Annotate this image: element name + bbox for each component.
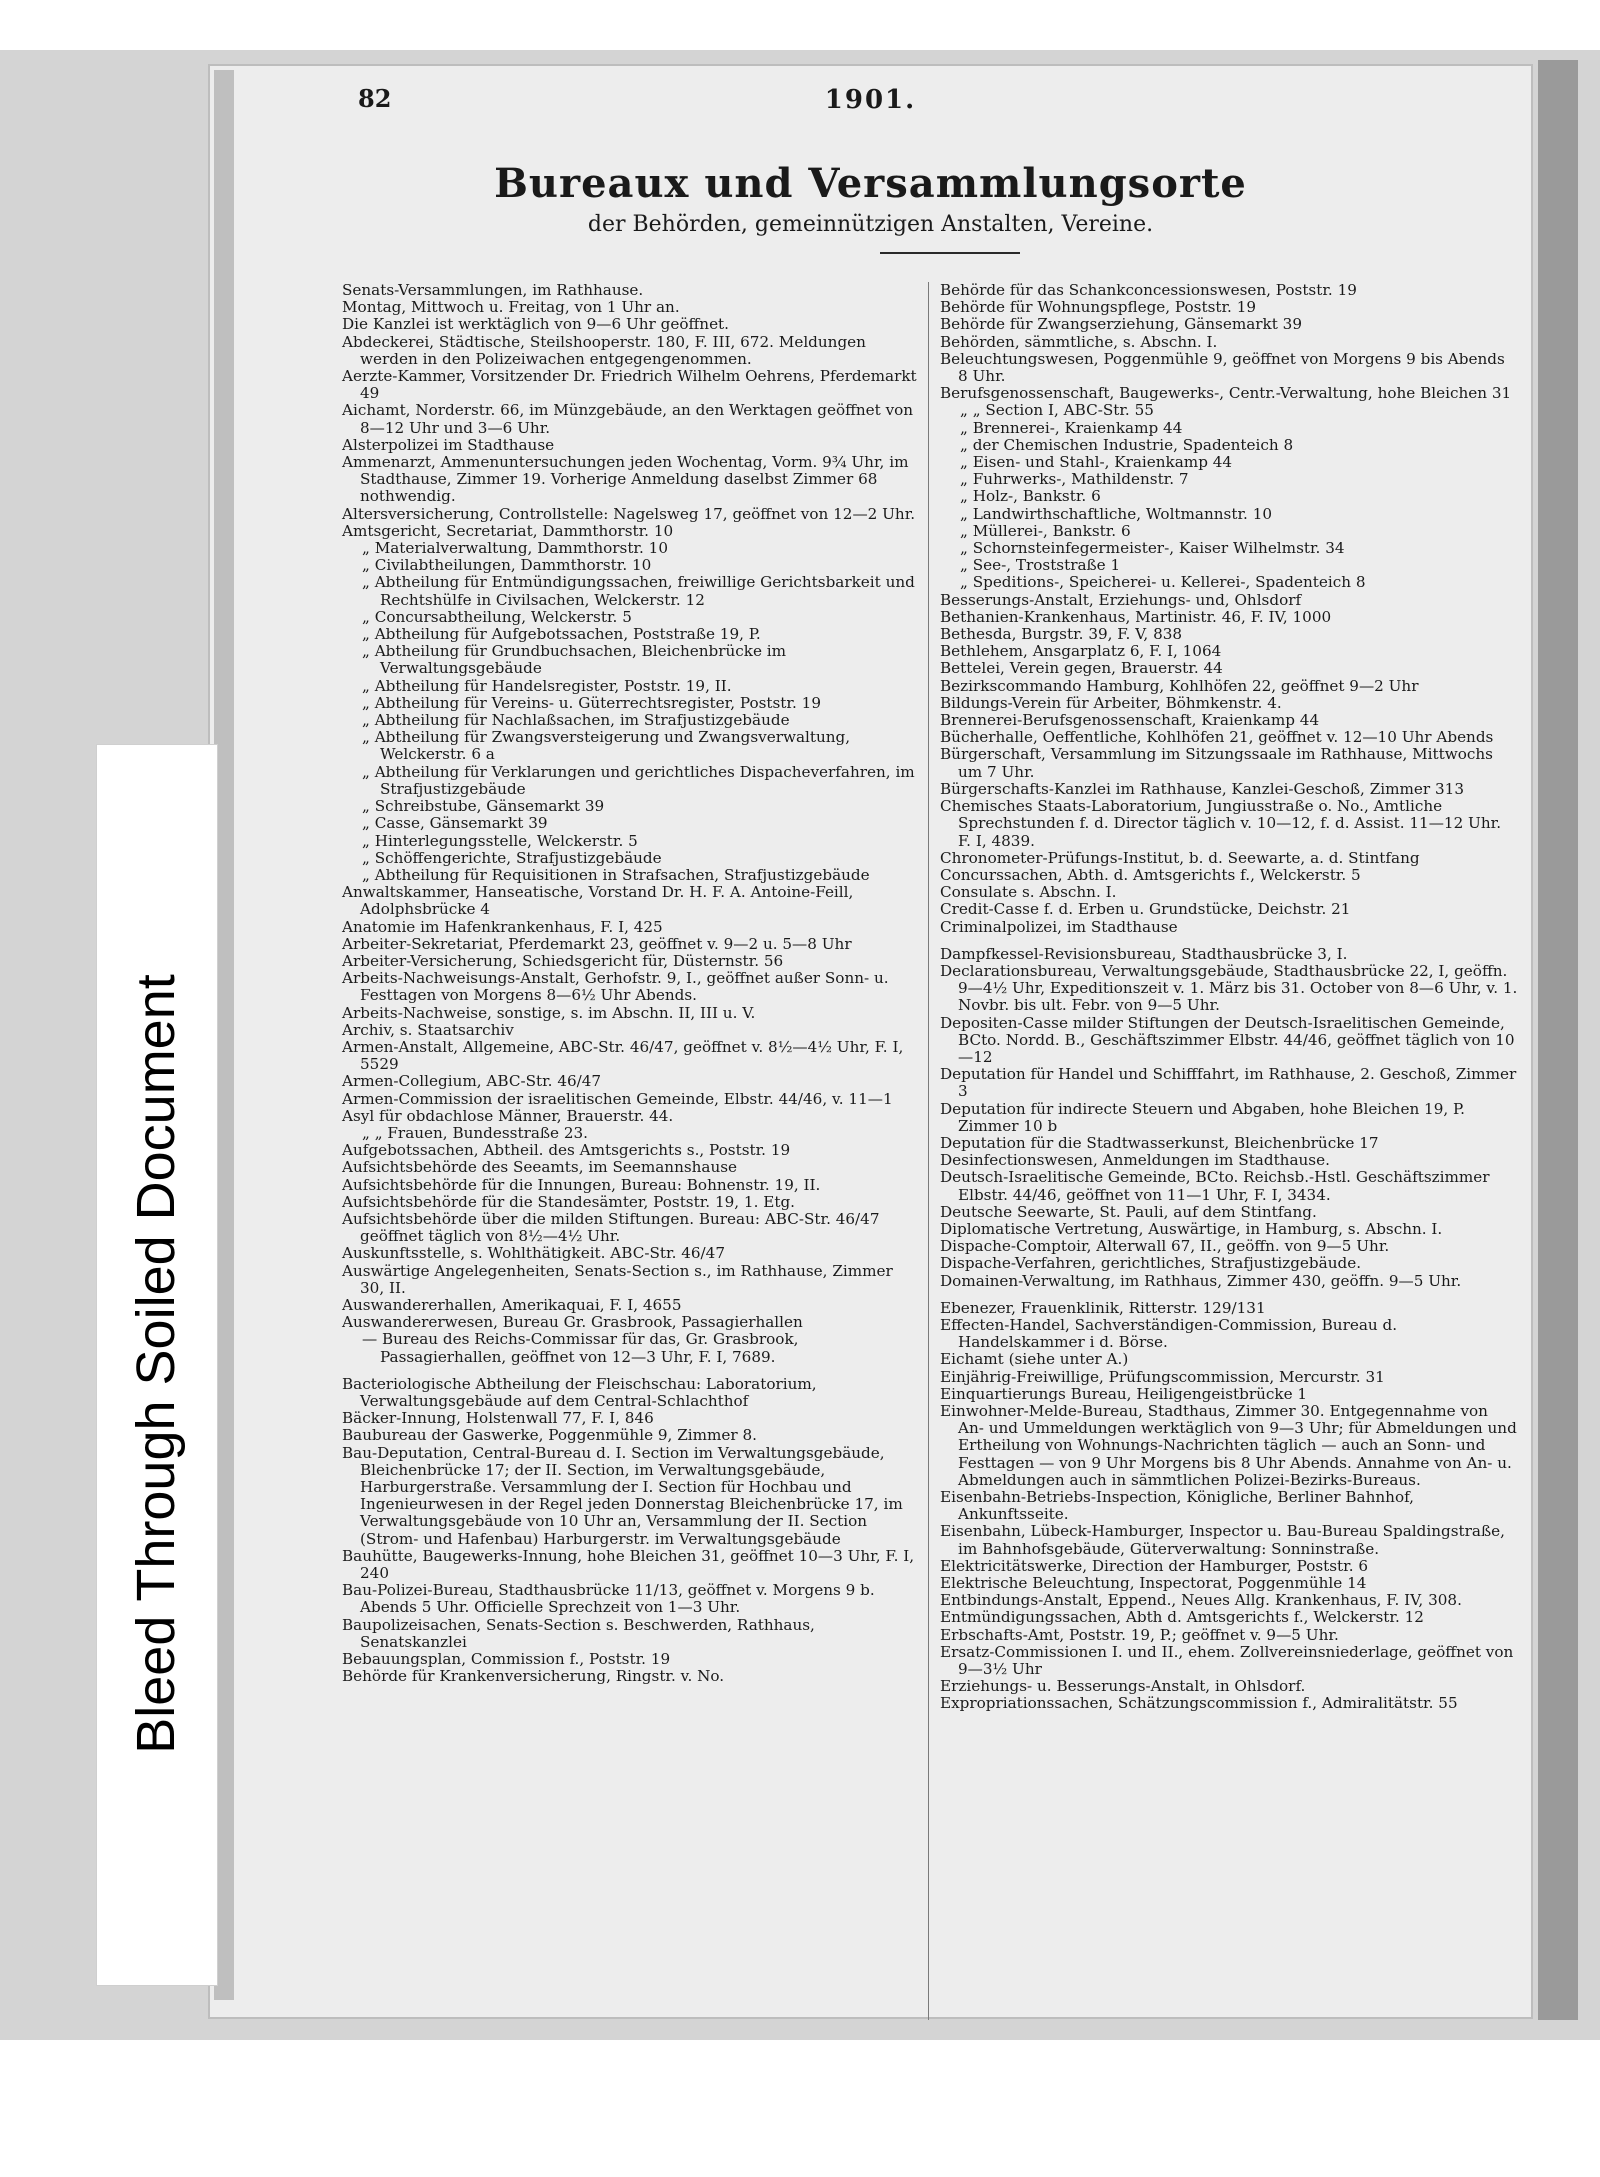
directory-entry: Berufsgenossenschaft, Baugewerks-, Centr.-Verwaltung, hohe Bleichen 31 (940, 384, 1512, 403)
directory-entry: Desinfectionswesen, Anmeldungen im Stadthause. (940, 1151, 1330, 1170)
directory-entry: Abdeckerei, Städtische, Steilshooperstr. 180, F. III, 672. Meldungen werden in den Polizeiwachen entgegengenommen. (342, 332, 866, 368)
directory-entry: Bau-Polizei-Bureau, Stadthausbrücke 11/13, geöffnet v. Morgens 9 b. Abends 5 Uhr. Officielle Sprechzeit von 1—3 Uhr. (342, 1581, 875, 1617)
directory-entry: Concurssachen, Abth. d. Amtsgerichts f., Welckerstr. 5 (940, 865, 1361, 884)
directory-entry: Depositen-Casse milder Stiftungen der Deutsch-Israelitischen Gemeinde, BCto. Nordd. B., Geschäftszimmer Elbstr. 44/46, geöffnet täglich von 10—12 (940, 1013, 1515, 1066)
directory-entry: Alsterpolizei im Stadthause (342, 435, 555, 454)
directory-entry: „ Concursabtheilung, Welckerstr. 5 (362, 607, 632, 626)
directory-entry: Besserungs-Anstalt, Erziehungs- und, Ohlsdorf (940, 590, 1302, 609)
directory-entry: „ Abtheilung für Vereins- u. Güterrechtsregister, Poststr. 19 (362, 693, 821, 712)
directory-entry: Auswärtige Angelegenheiten, Senats-Section s., im Rathhause, Zimmer 30, II. (342, 1261, 893, 1297)
directory-entry: Senats-Versammlungen, im Rathhause. (342, 281, 644, 299)
directory-entry: Bürgerschafts-Kanzlei im Rathhause, Kanzlei-Geschoß, Zimmer 313 (940, 779, 1464, 798)
directory-entry: „ Schornsteinfegermeister-, Kaiser Wilhelmstr. 34 (960, 539, 1345, 558)
title-divider (880, 252, 1020, 254)
directory-entry: Aerzte-Kammer, Vorsitzender Dr. Friedrich Wilhelm Oehrens, Pferdemarkt 49 (342, 367, 917, 403)
directory-entry: Domainen-Verwaltung, im Rathhaus, Zimmer 430, geöffn. 9—5 Uhr. (940, 1271, 1462, 1290)
directory-entry: Ebenezer, Frauenklinik, Ritterstr. 129/131 (940, 1298, 1266, 1317)
directory-entry: Einwohner-Melde-Bureau, Stadthaus, Zimmer 30. Entgegennahme von An- und Ummeldungen werktäglich von 9—3 Uhr; für Abmeldungen und Ertheilung von Wohnungs-Nachrichten täglich — auch an Sonn- und Festtagen — von 9 Uhr Morgens bis 8 Uhr Abends. Annahme von An- u. Abmeldungen auch in sämmtlichen Polizei-Bezirks-Bureaus. (940, 1402, 1517, 1489)
directory-entry: Credit-Casse f. d. Erben u. Grundstücke, Deichstr. 21 (940, 900, 1351, 919)
directory-entry: „ Materialverwaltung, Dammthorstr. 10 (362, 539, 668, 558)
directory-entry: Bacteriologische Abtheilung der Fleischschau: Laboratorium, Verwaltungsgebäude auf dem Central-Schlachthof (342, 1374, 817, 1410)
page-number: 82 (358, 84, 392, 113)
directory-entry: „ Abtheilung für Nachlaßsachen, im Strafjustizgebäude (362, 711, 790, 730)
directory-entry: Eichamt (siehe unter A.) (940, 1350, 1129, 1369)
directory-entry: Expropriationssachen, Schätzungscommission f., Admiralitätstr. 55 (940, 1694, 1458, 1713)
directory-entry: „ Hinterlegungsstelle, Welckerstr. 5 (362, 831, 638, 850)
directory-entry: Arbeits-Nachweisungs-Anstalt, Gerhofstr. 9, I., geöffnet außer Sonn- u. Festtagen von Morgens 8—6½ Uhr Abends. (342, 969, 889, 1005)
directory-entry: „ Civilabtheilungen, Dammthorstr. 10 (362, 556, 652, 575)
column-divider (928, 282, 929, 2020)
directory-entry: „ Holz-, Bankstr. 6 (960, 487, 1101, 506)
directory-entry: Declarationsbureau, Verwaltungsgebäude, Stadthausbrücke 22, I, geöffn. 9—4½ Uhr, Expeditionszeit v. 1. März bis 31. October von 8—6 Uhr, v. 1. Novbr. bis ult. Febr. von 9—5 Uhr. (940, 961, 1518, 1015)
directory-entry: Baubureau der Gaswerke, Poggenmühle 9, Zimmer 8. (342, 1426, 757, 1445)
directory-column-right (940, 282, 1518, 1713)
directory-entry: Aufsichtsbehörde für die Innungen, Bureau: Bohnenstr. 19, II. (342, 1175, 821, 1194)
directory-entry: „ Schöffengerichte, Strafjustizgebäude (362, 848, 662, 867)
directory-entry: Brennerei-Berufsgenossenschaft, Kraienkamp 44 (940, 711, 1320, 730)
directory-entry: Bettelei, Verein gegen, Brauerstr. 44 (940, 659, 1223, 678)
directory-entry: Dispache-Verfahren, gerichtliches, Strafjustizgebäude. (940, 1254, 1362, 1273)
directory-entry: Aichamt, Norderstr. 66, im Münzgebäude, an den Werktagen geöffnet von 8—12 Uhr und 3—6 Uhr. (342, 401, 914, 437)
directory-entry: Bethesda, Burgstr. 39, F. V, 838 (940, 625, 1183, 644)
directory-entry: Bethlehem, Ansgarplatz 6, F. I, 1064 (940, 642, 1222, 661)
directory-entry: Elektricitätswerke, Direction der Hamburger, Poststr. 6 (940, 1556, 1369, 1575)
directory-entry: Erziehungs- u. Besserungs-Anstalt, in Ohlsdorf. (940, 1677, 1306, 1696)
directory-entry: „ Abtheilung für Aufgebotssachen, Poststraße 19, P. (362, 625, 761, 644)
directory-entry: „ See-, Troststraße 1 (960, 556, 1121, 575)
directory-entry: „ Abtheilung für Zwangsversteigerung und Zwangsverwaltung, Welckerstr. 6 a (362, 728, 851, 764)
directory-entry: Beleuchtungswesen, Poggenmühle 9, geöffnet von Morgens 9 bis Abends 8 Uhr. (940, 349, 1505, 386)
directory-entry: Bildungs-Verein für Arbeiter, Böhmkenstr. 4. (940, 693, 1282, 712)
directory-entry: Aufsichtsbehörde des Seeamts, im Seemannshause (342, 1158, 738, 1177)
directory-entry: Asyl für obdachlose Männer, Brauerstr. 44. (342, 1106, 674, 1125)
directory-entry: Baupolizeisachen, Senats-Section s. Beschwerden, Rathhaus, Senatskanzlei (342, 1615, 815, 1651)
directory-entry: Auswandererwesen, Bureau Gr. Grasbrook, Passagierhallen (342, 1313, 803, 1332)
directory-entry: Altersversicherung, Controllstelle: Nagelsweg 17, geöffnet von 12—2 Uhr. (342, 504, 916, 523)
directory-entry: Auswandererhallen, Amerikaquai, F. I, 4655 (342, 1295, 682, 1314)
directory-entry: „ Brennerei-, Kraienkamp 44 (960, 418, 1183, 437)
directory-entry: Erbschafts-Amt, Poststr. 19, P.; geöffnet v. 9—5 Uhr. (940, 1625, 1339, 1644)
directory-entry: Entbindungs-Anstalt, Eppend., Neues Allg. Krankenhaus, F. IV, 308. (940, 1591, 1462, 1610)
directory-entry: „ Abtheilung für Handelsregister, Poststr. 19, II. (362, 676, 732, 695)
condition-stamp-label: Bleed Through Soiled Document (126, 974, 186, 1754)
page-header (208, 0, 1533, 140)
directory-entry: „ „ Frauen, Bundesstraße 23. (362, 1123, 589, 1142)
directory-entry: „ Abtheilung für Requisitionen in Strafsachen, Strafjustizgebäude (362, 865, 870, 884)
year-heading: 1901. (824, 85, 917, 115)
directory-entry: Die Kanzlei ist werktäglich von 9—6 Uhr geöffnet. (342, 315, 729, 334)
directory-entry: Archiv, s. Staatsarchiv (342, 1020, 514, 1039)
directory-entry: Bürgerschaft, Versammlung im Sitzungssaale im Rathhause, Mittwochs um 7 Uhr. (940, 745, 1493, 781)
directory-entry: Bauhütte, Baugewerks-Innung, hohe Bleichen 31, geöffnet 10—3 Uhr, F. I, 240 (342, 1546, 915, 1583)
directory-entry: Armen-Collegium, ABC-Str. 46/47 (342, 1072, 602, 1091)
directory-entry: Ersatz-Commissionen I. und II., ehem. Zollvereinsniederlage, geöffnet von 9—3½ Uhr (940, 1642, 1514, 1679)
directory-entry: Amtsgericht, Secretariat, Dammthorstr. 10 (342, 521, 674, 540)
directory-entry: Bücherhalle, Oeffentliche, Kohlhöfen 21, geöffnet v. 12—10 Uhr Abends (940, 728, 1494, 747)
directory-entry: Deutsche Seewarte, St. Pauli, auf dem Stintfang. (940, 1202, 1317, 1221)
directory-entry: Bäcker-Innung, Holstenwall 77, F. I, 846 (342, 1409, 654, 1428)
directory-entry: Consulate s. Abschn. I. (940, 883, 1117, 902)
directory-entry: Arbeits-Nachweise, sonstige, s. im Abschn. II, III u. V. (342, 1003, 756, 1022)
directory-entry: Ammenarzt, Ammenuntersuchungen jeden Wochentag, Vorm. 9¾ Uhr, im Stadthause, Zimmer 19. Vorherige Anmeldung daselbst Zimmer 68 nothwendig. (342, 453, 909, 506)
directory-entry: Behörde für Krankenversicherung, Ringstr. v. No. (342, 1667, 725, 1686)
directory-column-left (342, 282, 918, 1685)
directory-entry: Dampfkessel-Revisionsbureau, Stadthausbrücke 3, I. (940, 944, 1348, 963)
directory-entry: Bezirkscommando Hamburg, Kohlhöfen 22, geöffnet 9—2 Uhr (940, 676, 1419, 695)
directory-entry: Bebauungsplan, Commission f., Poststr. 19 (342, 1650, 671, 1669)
directory-entry: „ der Chemischen Industrie, Spadenteich 8 (960, 435, 1294, 454)
directory-entry: Behörde für Zwangserziehung, Gänsemarkt 39 (940, 315, 1303, 334)
directory-entry: Chronometer-Prüfungs-Institut, b. d. Seewarte, a. d. Stintfang (940, 848, 1420, 867)
directory-entry: Deputation für die Stadtwasserkunst, Bleichenbrücke 17 (940, 1133, 1379, 1152)
directory-entry: Montag, Mittwoch u. Freitag, von 1 Uhr an. (342, 298, 680, 317)
directory-entry: „ Müllerei-, Bankstr. 6 (960, 521, 1131, 540)
directory-entry: „ Speditions-, Speicherei- u. Kellerei-, Spadenteich 8 (960, 573, 1366, 592)
directory-entry: Deputation für indirecte Steuern und Abgaben, hohe Bleichen 19, P. Zimmer 10 b (940, 1099, 1465, 1135)
directory-entry: Bau-Deputation, Central-Bureau d. I. Section im Verwaltungsgebäude, Bleichenbrücke 17; der II. Section, im Verwaltungsgebäude, Harburgerstraße. Versammlung der I. Section für Hochbau und Ingenieurwesen in der Regel jeden Donnerstag Bleichenbrücke 17, im Verwaltungsgebäude von 10 Uhr an, Versammlung der II. Section (Strom- und Hafenbau) Harburgerstr. im Verwaltungsgebäude (342, 1443, 903, 1548)
book-fore-edge (1538, 60, 1578, 2020)
directory-entry: Elektrische Beleuchtung, Inspectorat, Poggenmühle 14 (940, 1574, 1367, 1593)
directory-entry: Behörde für Wohnungspflege, Poststr. 19 (940, 298, 1257, 317)
directory-entry: Diplomatische Vertretung, Auswärtige, in Hamburg, s. Abschn. I. (940, 1219, 1443, 1238)
directory-entry: Effecten-Handel, Sachverständigen-Commission, Bureau d. Handelskammer i d. Börse. (940, 1315, 1398, 1352)
page-subtitle: der Behörden, gemeinnützigen Anstalten, Vereine. (587, 212, 1154, 237)
directory-entry: „ Abtheilung für Entmündigungssachen, freiwillige Gerichtsbarkeit und Rechtshülfe in Civilsachen, Welckerstr. 12 (362, 573, 915, 609)
directory-entry: Arbeiter-Sekretariat, Pferdemarkt 23, geöffnet v. 9—2 u. 5—8 Uhr (342, 934, 852, 953)
directory-entry: Behörde für das Schankconcessionswesen, Poststr. 19 (940, 281, 1357, 299)
directory-entry: „ Fuhrwerks-, Mathildenstr. 7 (960, 470, 1189, 489)
directory-entry: „ Landwirthschaftliche, Woltmannstr. 10 (960, 504, 1273, 523)
directory-entry: Einquartierungs Bureau, Heiligengeistbrücke 1 (940, 1384, 1308, 1403)
directory-entry: „ Abtheilung für Verklarungen und gerichtliches Dispacheverfahren, im Strafjustizgebäude (362, 762, 915, 798)
directory-entry: Criminalpolizei, im Stadthause (940, 917, 1178, 936)
directory-entry: Chemisches Staats-Laboratorium, Jungiusstraße o. No., Amtliche Sprechstunden f. d. Director täglich v. 10—12, f. d. Assist. 11—12 Uhr. F. I, 4839. (940, 797, 1502, 850)
directory-entry: Entmündigungssachen, Abth d. Amtsgerichts f., Welckerstr. 12 (940, 1608, 1424, 1627)
directory-entry: — Bureau des Reichs-Commissar für das, Gr. Grasbrook, Passagierhallen, geöffnet von 12—3 Uhr, F. I, 7689. (362, 1330, 799, 1366)
directory-entry: Bethanien-Krankenhaus, Martinistr. 46, F. IV, 1000 (940, 607, 1332, 626)
directory-entry: Anatomie im Hafenkrankenhaus, F. I, 425 (342, 917, 663, 936)
directory-entry: Einjährig-Freiwillige, Prüfungscommission, Mercurstr. 31 (940, 1367, 1385, 1386)
directory-entry: Deutsch-Israelitische Gemeinde, BCto. Reichsb.-Hstl. Geschäftszimmer Elbstr. 44/46, geöffnet von 11—1 Uhr, F. I, 3434. (940, 1168, 1490, 1204)
directory-entry: Anwaltskammer, Hanseatische, Vorstand Dr. H. F. A. Antoine-Feill, Adolphsbrücke 4 (342, 883, 854, 919)
directory-entry: „ Schreibstube, Gänsemarkt 39 (362, 797, 605, 816)
directory-entry: „ Abtheilung für Grundbuchsachen, Bleichenbrücke im Verwaltungsgebäude (362, 642, 787, 678)
directory-entry: Behörden, sämmtliche, s. Abschn. I. (940, 332, 1218, 351)
directory-entry: Armen-Anstalt, Allgemeine, ABC-Str. 46/47, geöffnet v. 8½—4½ Uhr, F. I, 5529 (342, 1037, 904, 1074)
directory-entry: Eisenbahn-Betriebs-Inspection, Königliche, Berliner Bahnhof, Ankunftsseite. (940, 1488, 1414, 1524)
directory-entry: Arbeiter-Versicherung, Schiedsgericht für, Düsternstr. 56 (342, 951, 784, 970)
directory-entry: Aufsichtsbehörde über die milden Stiftungen. Bureau: ABC-Str. 46/47 geöffnet täglich von 8½—4½ Uhr. (342, 1209, 880, 1246)
directory-entry: Dispache-Comptoir, Alterwall 67, II., geöffn. von 9—5 Uhr. (940, 1237, 1390, 1256)
directory-entry: „ „ Section I, ABC-Str. 55 (960, 401, 1154, 420)
directory-entry: Eisenbahn, Lübeck-Hamburger, Inspector u. Bau-Bureau Spaldingstraße, im Bahnhofsgebäude, Güterverwaltung: Sonninstraße. (940, 1522, 1505, 1558)
directory-entry: „ Casse, Gänsemarkt 39 (362, 814, 548, 833)
page-title: Bureaux und Versammlungsorte (494, 160, 1247, 207)
directory-entry: Aufsichtsbehörde für die Standesämter, Poststr. 19, 1. Etg. (342, 1192, 795, 1211)
directory-entry: Auskunftsstelle, s. Wohlthätigkeit. ABC-Str. 46/47 (342, 1244, 725, 1263)
directory-entry: „ Eisen- und Stahl-, Kraienkamp 44 (960, 453, 1233, 472)
directory-entry: Aufgebotssachen, Abtheil. des Amtsgerichts s., Poststr. 19 (342, 1141, 791, 1160)
directory-entry: Deputation für Handel und Schifffahrt, im Rathhause, 2. Geschoß, Zimmer 3 (940, 1065, 1517, 1101)
directory-entry: Armen-Commission der israelitischen Gemeinde, Elbstr. 44/46, v. 11—1 (342, 1089, 893, 1108)
